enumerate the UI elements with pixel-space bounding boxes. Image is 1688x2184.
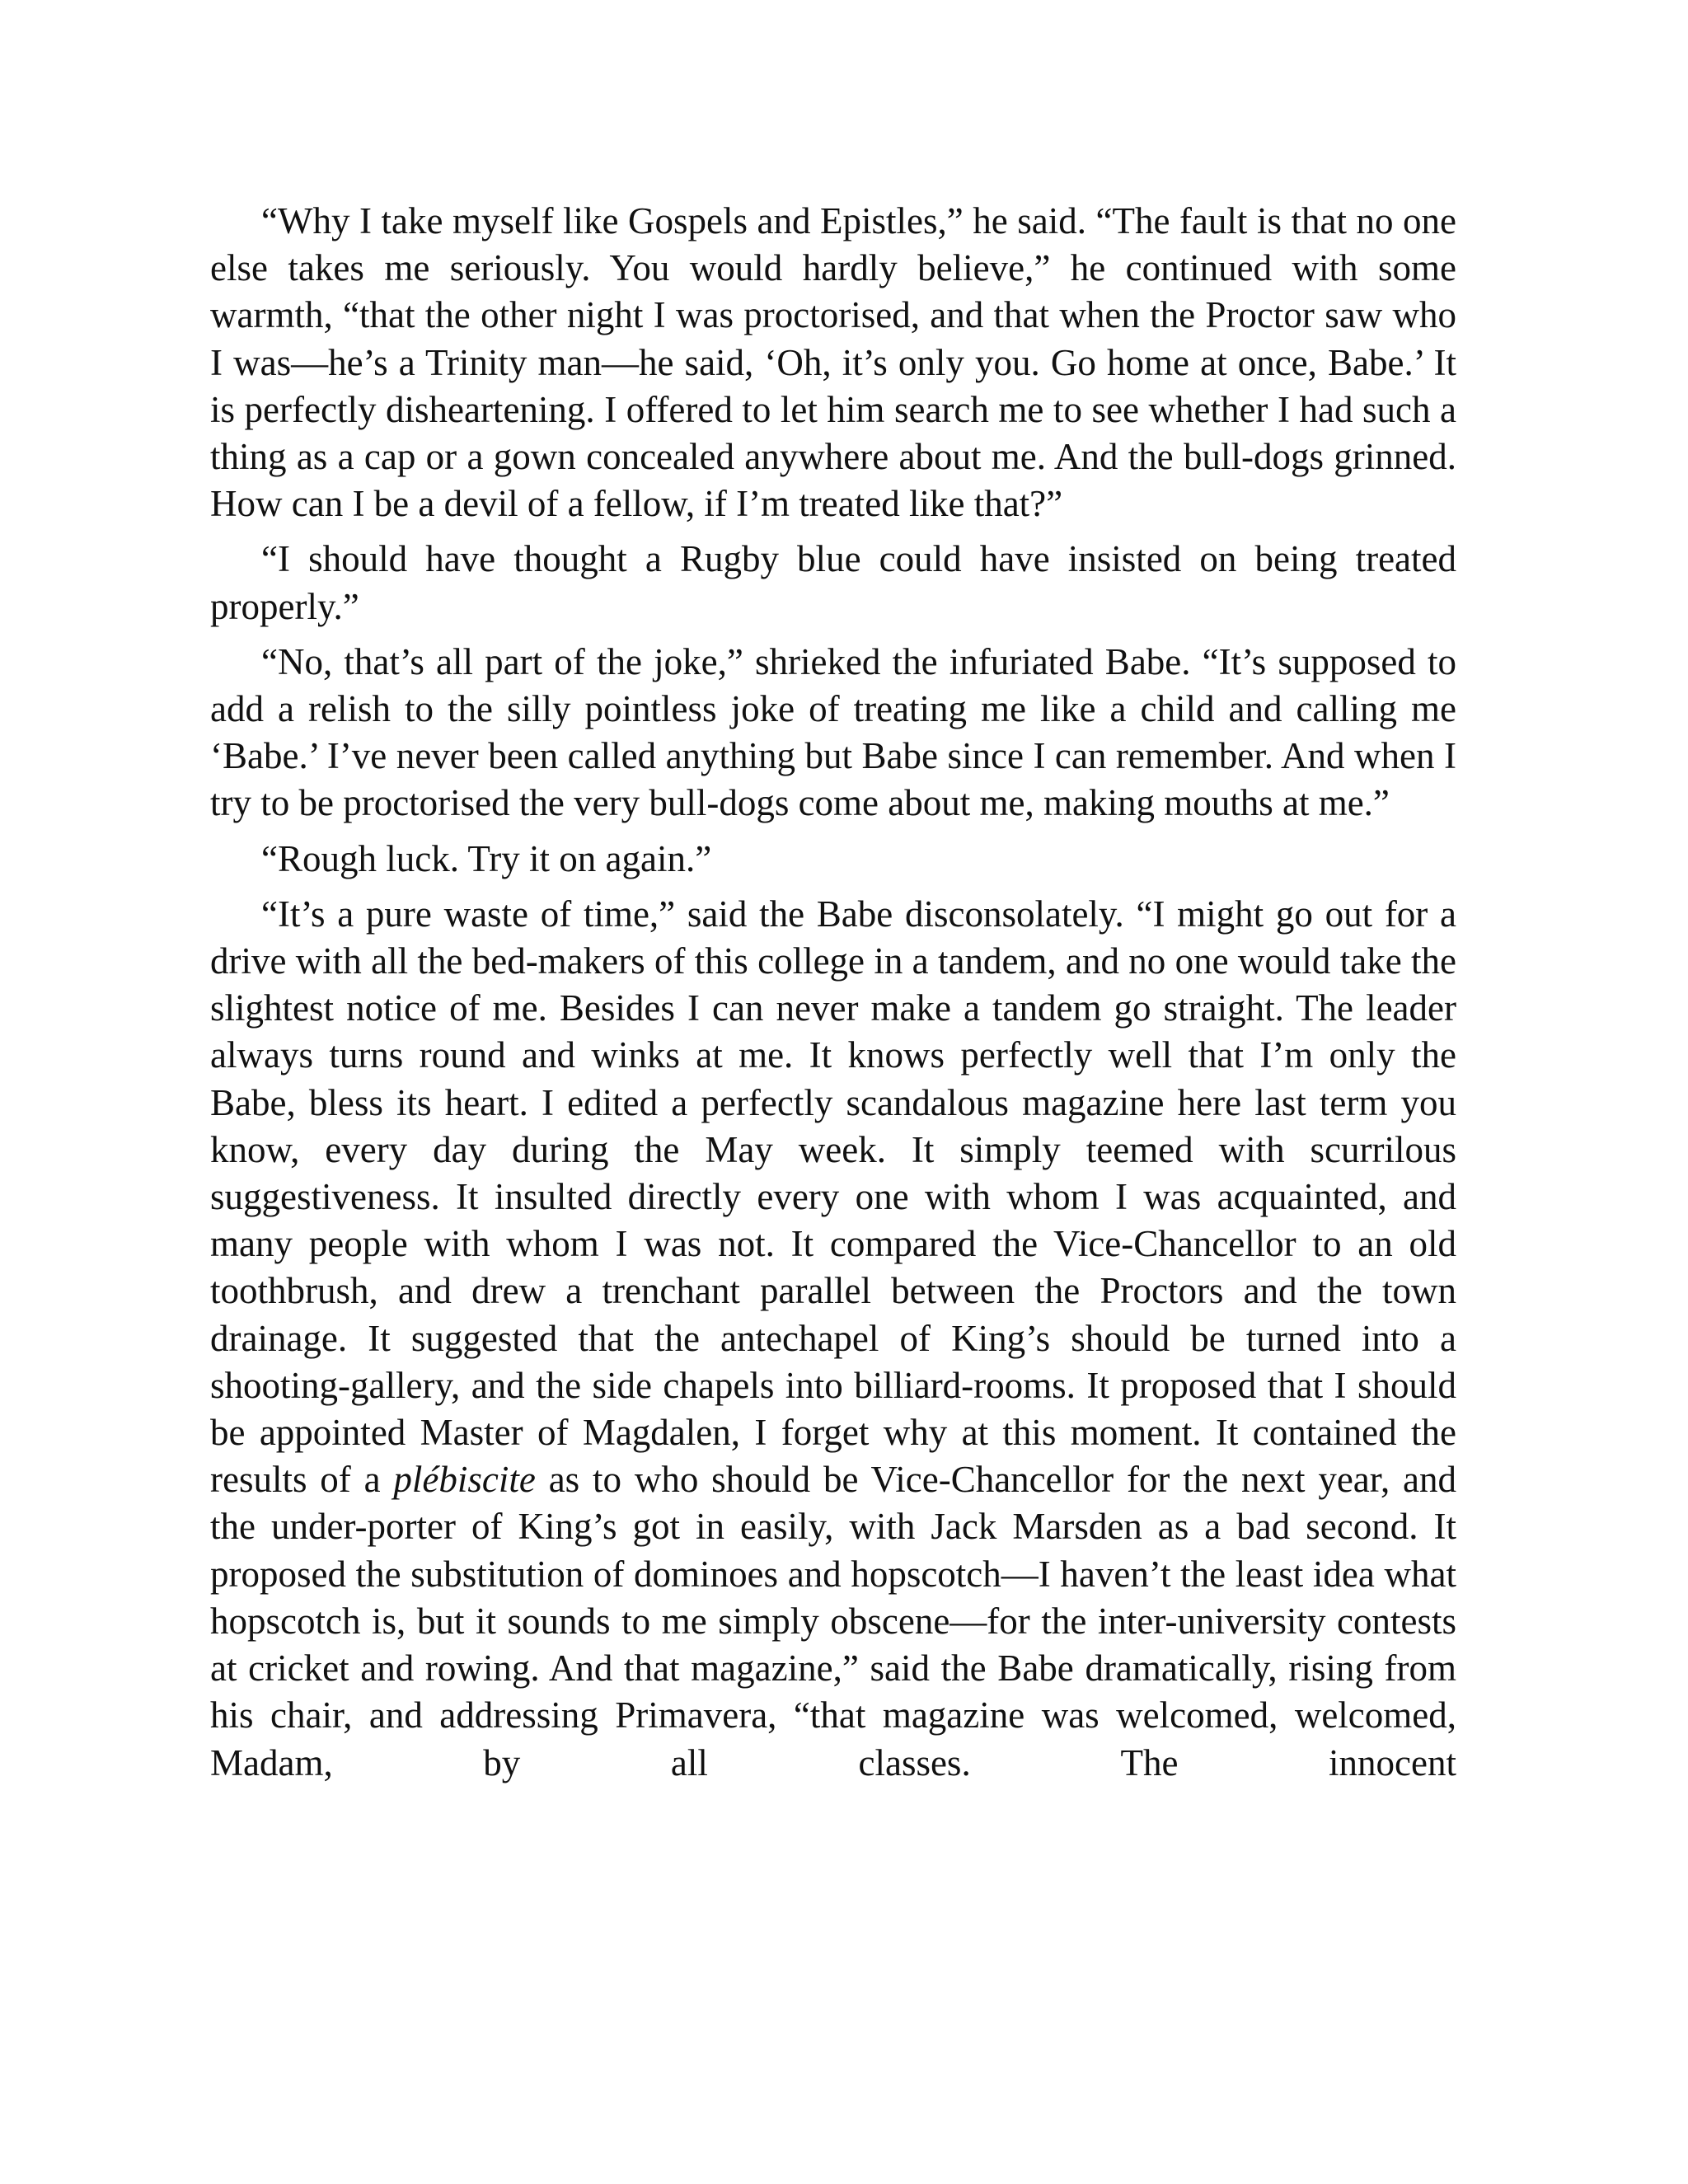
paragraph-5-text-after: as to who should be Vice-Chancellor for the next year, and the under-porter of King’s got in easily, with Jack Marsden as a bad second. It proposed the substitution of dominoes and hopscotch—I haven’t the least idea what hopscotch is, but it sounds to me simply obscene—for the inter-university contests at cricket and rowing. And that magazine,” said the Babe dramatically, rising from his chair, and addressing Primavera, “that magazine was welcomed, welcomed, Madam, by all classes. The innocent bbox=[210, 1459, 1456, 1783]
paragraph-5-italic-word: plébiscite bbox=[393, 1459, 536, 1501]
paragraph-1: “Why I take myself like Gospels and Epistles,” he said. “The fault is that no one else takes me seriously. You would hardly believe,” he continued with some warmth, “that the other night I was proctorised, and that when the Proctor saw who I was—he’s a Trinity man—he said, ‘Oh, it’s only you. Go home at once, Babe.’ It is perfectly disheartening. I offered to let him search me to see whether I had such a thing as a cap or a gown concealed anywhere about me. And the bull-dogs grinned. How can I be a devil of a fellow, if I’m treated like that?” bbox=[210, 200, 1456, 525]
paragraph-4: “Rough luck. Try it on again.” bbox=[261, 837, 712, 879]
page-text bbox=[210, 198, 1456, 1795]
paragraph-3: “No, that’s all part of the joke,” shrieked the infuriated Babe. “It’s supposed to add a relish to the silly pointless joke of treating me like a child and calling me ‘Babe.’ I’ve never been called anything but Babe since I can remember. And when I try to be proctorised the very bull-dogs come about me, making mouths at me.” bbox=[210, 640, 1456, 824]
paragraph-5 bbox=[210, 891, 1456, 1787]
paragraph-2: “I should have thought a Rugby blue could have insisted on being treated properly.” bbox=[210, 538, 1456, 627]
paragraph-5-text-before: “It’s a pure waste of time,” said the Babe disconsolately. “I might go out for a drive with all the bed-makers of this college in a tandem, and no one would take the slightest notice of me. Besides I can never make a tandem go straight. The leader always turns round and winks at me. It knows perfectly well that I’m only the Babe, bless its heart. I edited a perfectly scandalous magazine here last term you know, every day during the May week. It simply teemed with scurrilous suggestiveness. It insulted directly every one with whom I was acquainted, and many people with whom I was not. It compared the Vice-Chancellor to an old toothbrush, and drew a trenchant parallel between the Proctors and the town drainage. It suggested that the antechapel of King’s should be turned into a shooting-gallery, and the side chapels into billiard-rooms. It proposed that I should be appointed Master of Magdalen, I forget why at this moment. It contained the results of a bbox=[210, 893, 1456, 1501]
